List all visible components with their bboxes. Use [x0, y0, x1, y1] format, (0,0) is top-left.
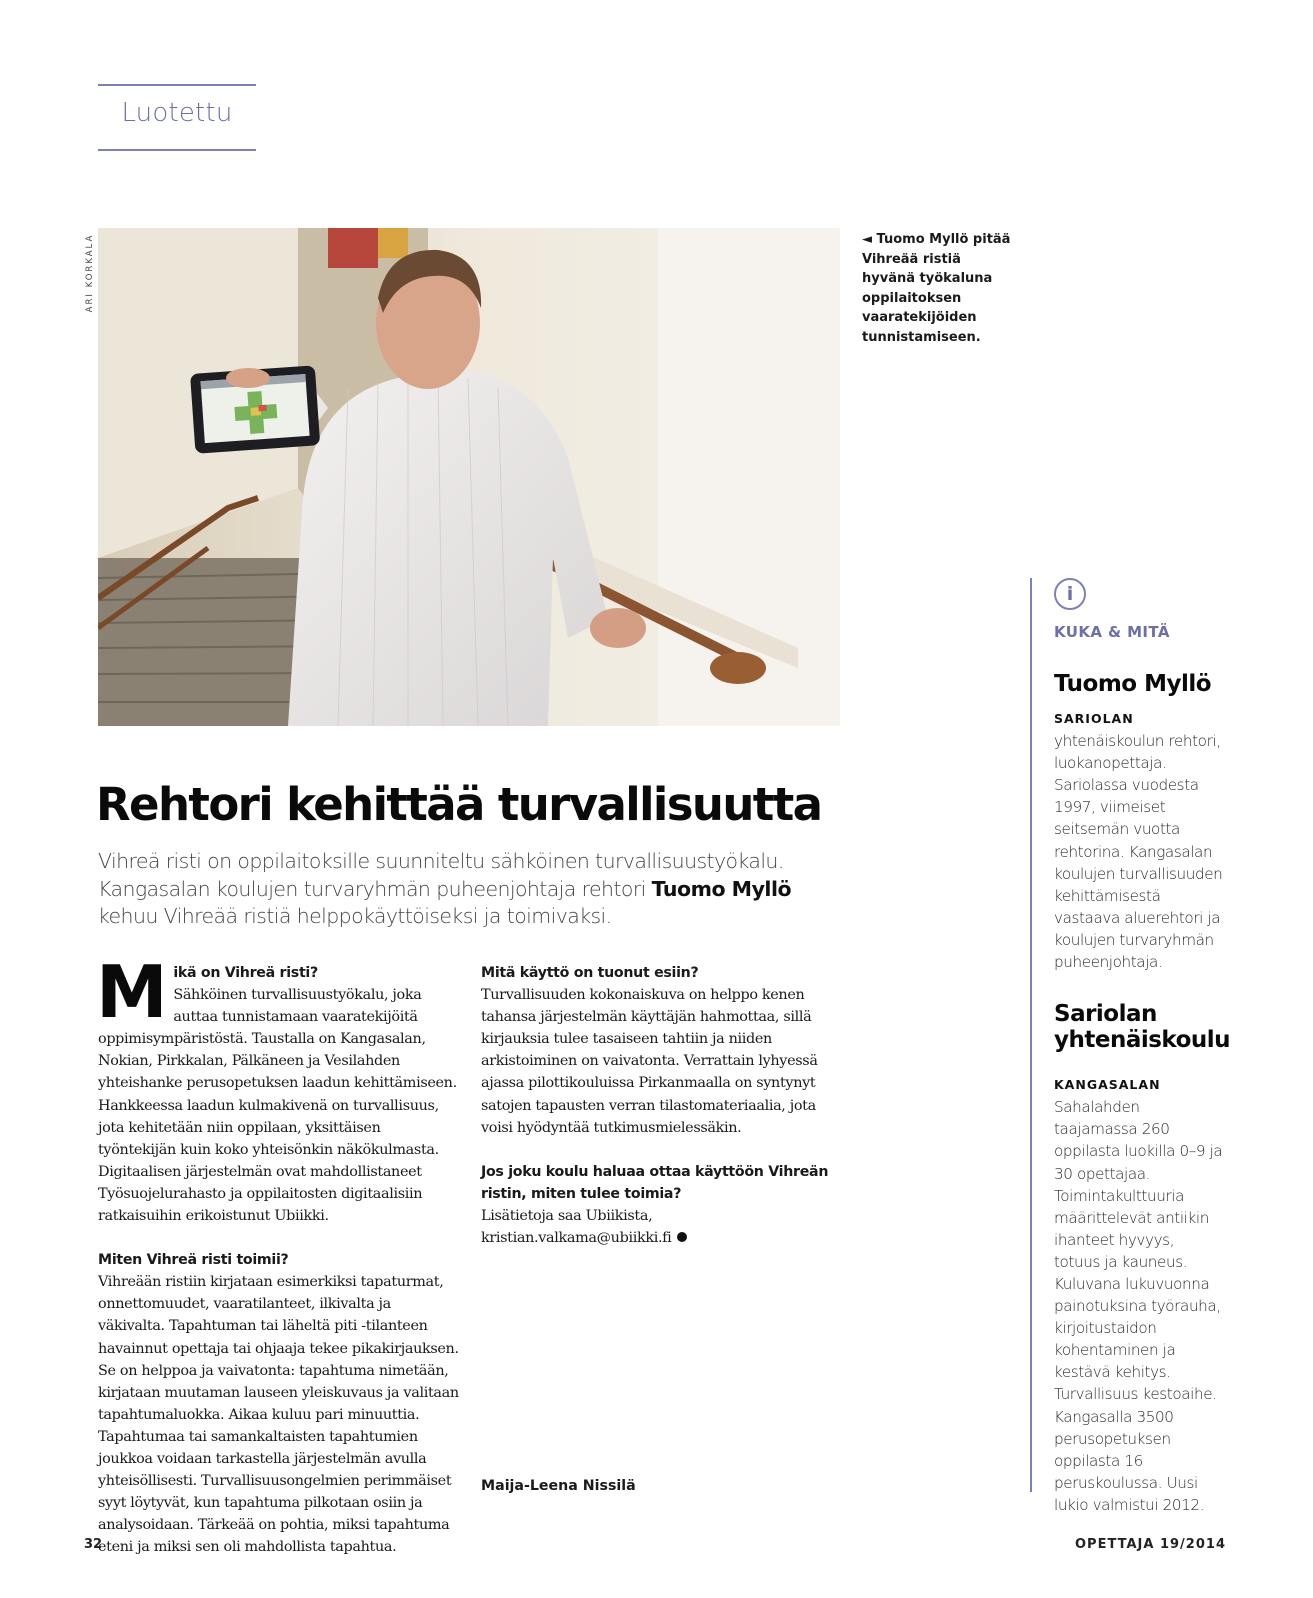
answer-paragraph: Lisätietoja saa Ubiikista, kristian.valkama@ubiikki.fi [481, 1207, 672, 1247]
page-number: 32 [84, 1537, 103, 1552]
info-icon: i [1054, 578, 1086, 610]
section-label: Luotettu [121, 98, 233, 128]
sidebar-rule [1030, 578, 1032, 1492]
section-rule-bottom [98, 149, 256, 151]
photo-credit-text: ARI KORKALA [85, 233, 95, 313]
answer-paragraph: Vihreään ristiin kirjataan esimerkiksi tapaturmat, onnettomuudet, vaaratilanteet, ilkivalta ja väkivalta. Tapahtuman tai läheltä piti -tilanteen havainnut opettaja tai ohjaaja tekee pikakirjauksen. Se on helppoa ja vaivatonta: tapahtuma nimetään, kirjataan muutaman lauseen yleiskuvaus ja valitaan tapahtumaluokka. Aikaa kuluu pari minuuttia. Tapahtumaa tai samankaltaisten tapahtumien joukkoa voidaan tarkastella järjestelmän avulla yhteisöllisesti. Turvallisuusongelmien perimmäiset syyt löytyvät, kun tapahtuma pilkotaan osiin ja analysoidaan. Tärkeää on pohtia, miksi tapahtuma eteni ja miksi sen oli mahdollista tapahtua. [98, 1274, 459, 1556]
section-rule-top [98, 84, 256, 86]
sidebar-school-text [1054, 1073, 1224, 1516]
article-lead [98, 848, 838, 931]
sidebar-person-text [1054, 707, 1224, 973]
sidebar-school-body: Sahalahden taajamassa 260 oppilasta luokilla 0–9 ja 30 opettajaa. Toimintakulttuuria määrittelevät antiikin ihanteet hyvyys, totuus ja kauneus. Kuluvana lukuvuonna painotuksina työrauha, kirjoitustaidon kohentaminen ja kestävä kehitys. Turvallisuus kestoaihe. Kangasalla 3500 perusopetuksen oppilasta 16 peruskoulussa. Uusi lukio valmistui 2012. [1054, 1098, 1223, 1514]
photo-caption: ◄ Tuomo Myllö pitää Vihreää ristiä hyvänä työkaluna oppilaitoksen vaaratekijöiden tunnistamiseen. [862, 232, 1011, 345]
article-headline: Rehtori kehittää turvallisuutta [96, 778, 822, 831]
question-heading: ikä on Vihreä risti? [173, 965, 318, 981]
question-heading: Mitä käyttö on tuonut esiin? [481, 965, 699, 981]
issue-label: OPETTAJA 19/2014 [1075, 1537, 1226, 1552]
article-photo [98, 228, 840, 726]
sidebar-person-body: yhtenäiskoulun rehtori, luokanopettaja. Sariolassa vuodesta 1997, viimeiset seitsemän vuotta rehtorina. Kangasalan koulujen turvallisuuden kehittämisestä vastaava aluerehtori ja koulujen turvaryhmän puheenjohtaja. [1054, 732, 1223, 972]
byline: Maija-Leena Nissilä [481, 1478, 636, 1494]
lead-person-name: Tuomo Myllö [651, 876, 792, 901]
article-column-2 [481, 962, 846, 1249]
sidebar-kicker: KUKA & MITÄ [1054, 623, 1170, 641]
question-heading: Jos joku koulu haluaa ottaa käyttöön Vihreän ristin, miten tulee toimia? [481, 1163, 829, 1202]
answer-paragraph: Sähköinen turvallisuustyökalu, joka auttaa tunnistamaan vaaratekijöitä oppimisympäristöstä. Taustalla on Kangasalan, Nokian, Pirkkalan, Pälkäneen ja Vesilahden yhteishanke perusopetuksen laadun kehittämiseen. Hankkeessa laadun kulmakivenä on turvallisuus, jota kehitetään niin oppilaan, yksittäisen työntekijän kuin koko yhteisönkin näkökulmasta. Digitaalisen järjestelmän ovat mahdollistaneet Työsuojelurahasto ja oppilaitosten digitaalisiin ratkaisuihin erikoistunut Ubiikki. [98, 987, 457, 1225]
sidebar-school-name: Sariolan yhtenäiskoulu [1054, 1001, 1231, 1054]
end-bullet-icon [677, 1232, 687, 1242]
question-heading: Miten Vihreä risti toimii? [98, 1252, 289, 1269]
drop-cap: M [96, 950, 168, 1034]
article-column-1 [96, 950, 460, 1558]
lead-text: Vihreä risti on oppilaitoksille suunniteltu sähköinen turvallisuustyökalu. Kangasalan koulujen turvaryhmän puheenjohtaja rehtori [98, 849, 784, 901]
sidebar-person-name: Tuomo Myllö [1054, 671, 1212, 697]
info-sidebar [1054, 578, 1231, 1516]
answer-paragraph: Turvallisuuden kokonaiskuva on helppo kenen tahansa järjestelmän käyttäjän hahmottaa, sillä kirjauksia tulee tasaiseen tahtiin ja niiden arkistoiminen on vaivatonta. Verrattain lyhyessä ajassa pilottikouluissa Pirkanmaalla on syntynyt satojen tapausten verran tilastomateriaalia, jota voisi hyödyntää tutkimusmielessäkin. [481, 987, 818, 1136]
sidebar-school-lead: KANGASALAN [1054, 1077, 1161, 1093]
sidebar-person-lead: SARIOLAN [1054, 711, 1134, 726]
lead-text-end: kehuu Vihreää ristiä helppokäyttöiseksi ja toimivaksi. [98, 904, 612, 928]
photo-illustration [98, 228, 840, 726]
